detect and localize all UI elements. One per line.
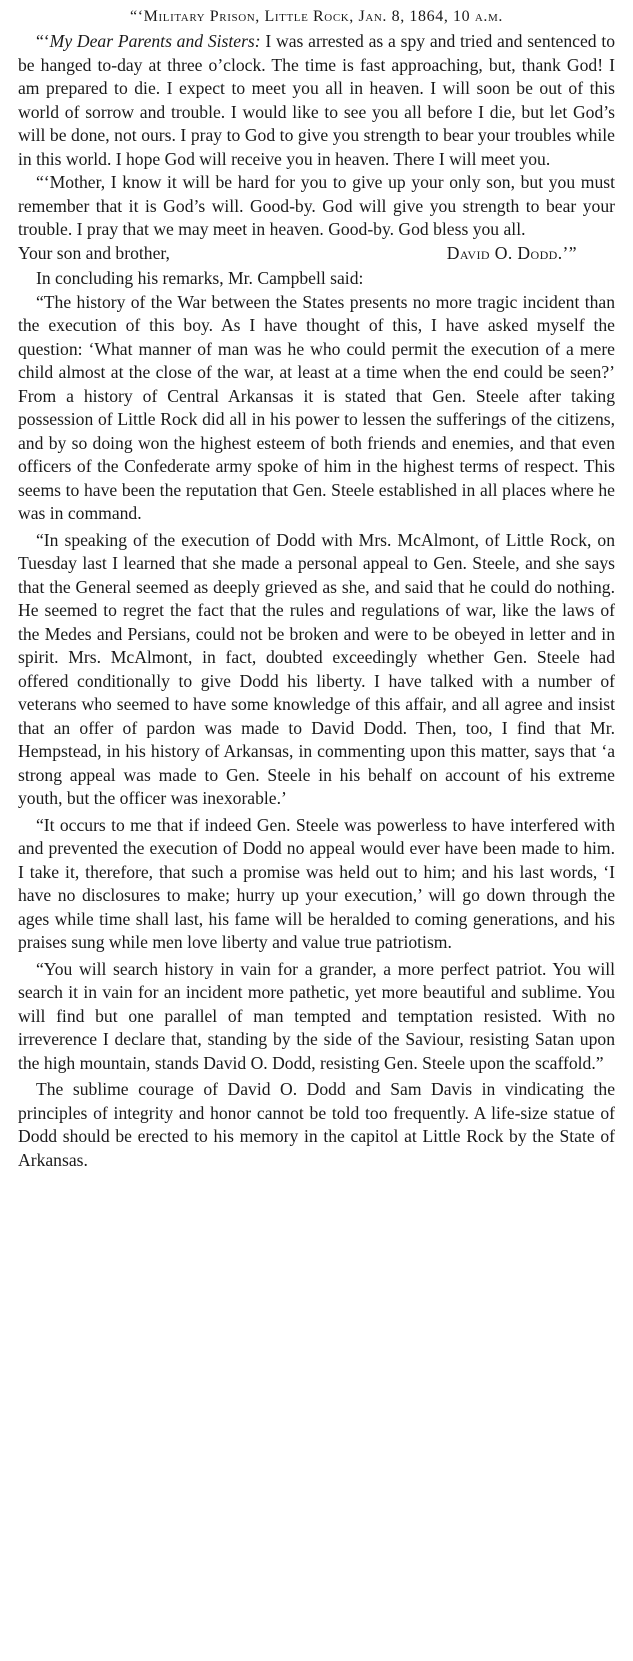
- body-paragraph: “In speaking of the execution of Dodd with Mrs. McAlmont, of Little Rock, on Tuesday last I learned that she made a personal appeal to Gen. Steele, and she says that the General seemed as deeply grieved as she, and said that he could do nothing. He seemed to regret the fact that the rules and regulations of war, like the laws of the Medes and Persians, could not be broken and were to be obeyed in letter and in spirit. Mrs. McAlmont, in fact, doubted exceedingly whether Gen. Steele had offered conditionally to give Dodd his liberty. I have talked with a number of veterans who seemed to have some knowledge of this affair, and all agree and insist that an offer of pardon was made to David Dodd. Then, too, I find that Mr. Hempstead, in his history of Arkansas, in commenting upon this matter, says that ‘a strong appeal was made to Gen. Steele in his behalf on account of his extreme youth, but the officer was inexorable.’: [18, 529, 615, 808]
- letter-paragraph-1: [18, 30, 615, 171]
- body-paragraph: “You will search history in vain for a grander, a more perfect patriot. You will search it in vain for an incident more pathetic, yet more beautiful and sublime. You will find but one parallel of man tempted and temptation resisted. With no irreverence I declare that, standing by the side of the Saviour, resisting Satan upon the high mountain, stands David O. Dodd, resisting Gen. Steele upon the scaffold.”: [18, 958, 615, 1073]
- body-paragraph: In concluding his remarks, Mr. Campbell said:: [36, 268, 364, 288]
- letter-signature: David O. Dodd.’”: [446, 242, 577, 263]
- letter-signature-line: [18, 242, 615, 266]
- letter-paragraph-2: “‘Mother, I know it will be hard for you to give up your only son, but you must remember that it is God’s will. Good-by. God will give you strength to bear your trouble. I pray that we may meet in heaven. Good-by. God bless you all.: [18, 172, 615, 239]
- body-paragraph: The sublime courage of David O. Dodd and Sam Davis in vindicating the principles of integrity and honor cannot be told too frequently. A life-size statue of Dodd should be erected to his memory in the capitol at Little Rock by the State of Arkansas.: [18, 1079, 615, 1170]
- letter-salutation: My Dear Parents and Sisters:: [49, 31, 261, 51]
- body-paragraph: “It occurs to me that if indeed Gen. Steele was powerless to have interfered with and prevented the execution of Dodd no appeal would ever have been made to him. I take it, therefore, that such a promise was held out to him; and his last words, ‘I have no disclosures to make; hurry up your execution,’ will go down through the ages while time shall last, his fame will be heralded to coming generations, and his praises sung while men love liberty and value true patriotism.: [18, 814, 615, 952]
- letter-closing: Your son and brother,: [18, 242, 170, 263]
- body-paragraph: “The history of the War between the States presents no more tragic incident than the execution of this boy. As I have thought of this, I have asked myself the question: ‘What manner of man was he who could permit the execution of a mere child almost at the close of the war, at least at a time when the end could be seen?’ From a history of Central Arkansas it is stated that Gen. Steele after taking possession of Little Rock did all in his power to lessen the sufferings of the citizens, and by so doing won the highest esteem of both friends and enemies, and that even officers of the Confederate army spoke of him in the highest terms of respect. This seems to have been the reputation that Gen. Steele established in all places where he was in command.: [18, 291, 615, 523]
- letter-heading: “‘Military Prison, Little Rock, Jan. 8, 1864, 10 a.m.: [130, 8, 503, 25]
- salutation-quote: “‘: [36, 31, 50, 51]
- letter-paragraph-1-body: I was arrested as a spy and tried and sentenced to be hanged to-day at three o’clock. The time is fast approaching, but, thank God! I am prepared to die. I expect to meet you all in heaven. I will soon be out of this world of sorrow and trouble. I would like to see you all before I die, but let God’s will be done, not ours. I pray to God to give you strength to bear your troubles while in this world. I hope God will receive you in heaven. There I will meet you.: [18, 31, 616, 169]
